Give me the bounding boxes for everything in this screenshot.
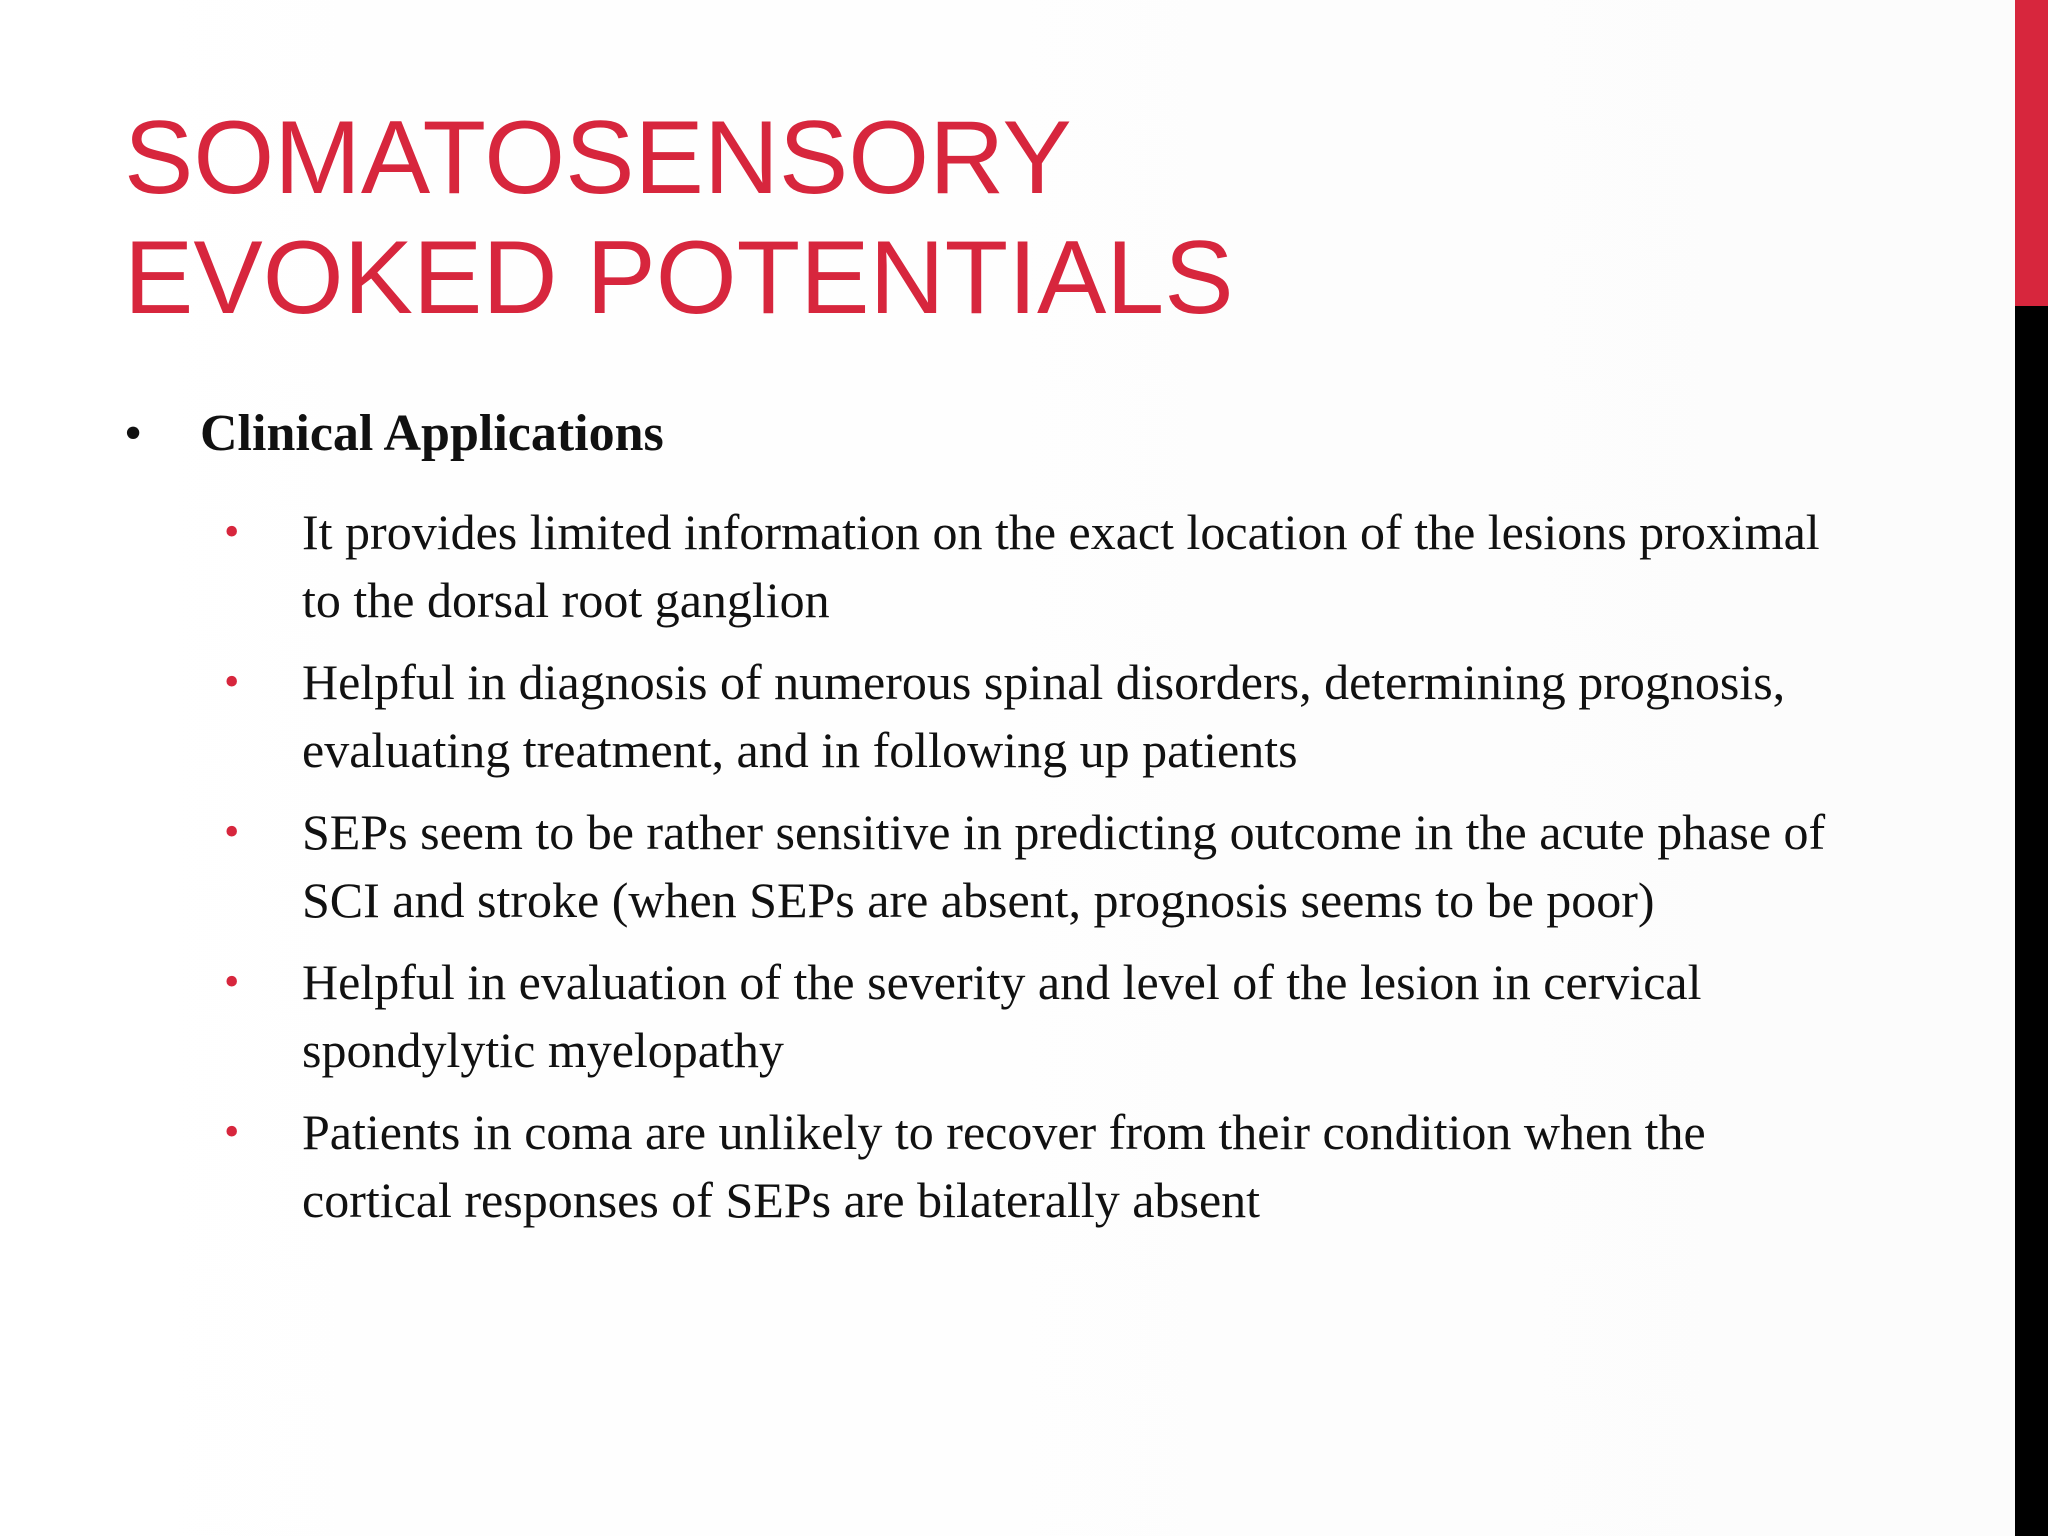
accent-bar-red	[2015, 0, 2048, 306]
accent-bar-black	[2015, 306, 2048, 1536]
section-heading-text: Clinical Applications	[200, 405, 664, 462]
section-heading	[124, 400, 1824, 468]
bullet-icon: •	[224, 807, 240, 856]
bullet-icon: •	[224, 1107, 240, 1156]
bullet-icon: •	[224, 657, 240, 706]
list-item	[124, 798, 1862, 934]
title-line-2: EVOKED POTENTIALS	[124, 220, 1234, 336]
list-item-text: Patients in coma are unlikely to recover from their condition when the cortical responses of SEPs are bilaterally absent	[302, 1104, 1706, 1228]
list-item	[124, 1098, 1862, 1234]
bullet-icon: •	[224, 957, 240, 1006]
list-item-text: Helpful in diagnosis of numerous spinal disorders, determining prognosis, evaluating treatment, and in following up patients	[302, 654, 1786, 778]
list-item	[124, 948, 1862, 1084]
title-line-1: SOMATOSENSORY	[124, 100, 1072, 216]
list-item	[124, 498, 1862, 634]
bullet-list	[124, 498, 1824, 1234]
bullet-icon: •	[124, 405, 143, 462]
list-item	[124, 648, 1862, 784]
slide-body	[124, 400, 1824, 1248]
list-item-text: Helpful in evaluation of the severity and level of the lesion in cervical spondylytic myelopathy	[302, 954, 1702, 1078]
bullet-icon: •	[224, 507, 240, 556]
list-item-text: SEPs seem to be rather sensitive in predicting outcome in the acute phase of SCI and stroke (when SEPs are absent, prognosis seems to be poor)	[302, 804, 1826, 928]
list-item-text: It provides limited information on the exact location of the lesions proximal to the dorsal root ganglion	[302, 504, 1820, 628]
slide-title	[124, 98, 1624, 338]
